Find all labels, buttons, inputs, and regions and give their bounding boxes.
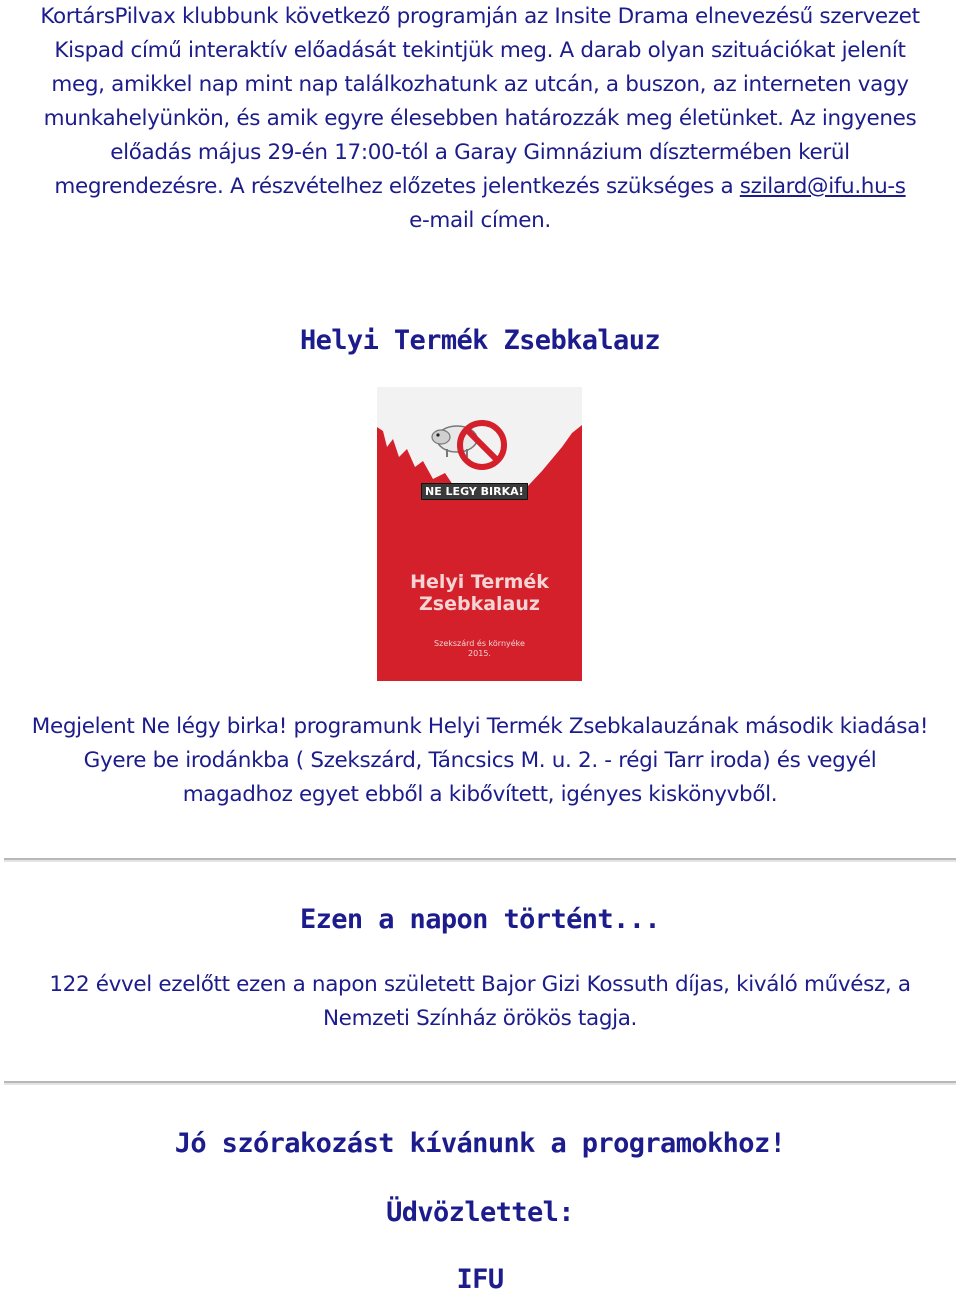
- intro-line: előadás május 29-én 17:00-tól a Garay Gimnázium dísztermében kerül: [110, 140, 850, 165]
- booklet-title: [377, 571, 582, 615]
- intro-paragraph: [0, 0, 960, 238]
- intro-line: munkahelyünkön, és amik egyre élesebben határozzák meg életünket. Az ingyenes: [43, 106, 917, 131]
- booklet-cover-image: [377, 387, 582, 681]
- intro-line: meg, amikkel nap mint nap találkozhatunk az utcán, a buszon, az interneten vagy: [51, 72, 909, 97]
- intro-line-with-email: [0, 170, 960, 204]
- booklet-title-line: Zsebkalauz: [419, 593, 540, 615]
- ezen-a-napon-line: Nemzeti Színház örökös tagja.: [322, 1006, 638, 1031]
- section-title-zsebkalauz: Helyi Termék Zsebkalauz: [299, 325, 661, 356]
- crowd-illustration: [377, 387, 582, 681]
- booklet-subtitle: [377, 639, 582, 659]
- intro-line: e-mail címen.: [409, 208, 551, 233]
- zsebkalauz-line: Megjelent Ne légy birka! programunk Helyi Termék Zsebkalauzának második kiadása!: [31, 714, 929, 739]
- zsebkalauz-paragraph: [0, 710, 960, 812]
- email-link[interactable]: szilard@ifu.hu-s: [739, 174, 906, 199]
- closing-greeting: Üdvözlettel:: [386, 1197, 574, 1228]
- zsebkalauz-line: magadhoz egyet ebből a kibővített, igényes kiskönyvből.: [182, 782, 778, 807]
- intro-text: megrendezésre. A részvételhez előzetes jelentkezés szükséges a: [54, 174, 740, 199]
- ezen-a-napon-line: 122 évvel ezelőtt ezen a napon született Bajor Gizi Kossuth díjas, kiváló művész, a: [49, 972, 911, 997]
- booklet-slogan: NE LEGY BIRKA!: [421, 483, 528, 500]
- booklet-title-line: Helyi Termék: [410, 571, 549, 593]
- booklet-subtitle-line: 2015.: [468, 649, 491, 658]
- divider: [4, 858, 956, 862]
- intro-line: Kispad című interaktív előadását tekintjük meg. A darab olyan szituációkat jelenít: [54, 38, 906, 63]
- booklet-subtitle-line: Szekszárd és környéke: [434, 639, 525, 648]
- ezen-a-napon-paragraph: [0, 968, 960, 1036]
- section-title-ezen-a-napon: Ezen a napon történt...: [299, 904, 661, 935]
- divider: [4, 1081, 956, 1085]
- zsebkalauz-line: Gyere be irodánkba ( Szekszárd, Táncsics M. u. 2. - régi Tarr iroda) és vegyél: [83, 748, 877, 773]
- closing-wish: Jó szórakozást kívánunk a programokhoz!: [174, 1128, 786, 1159]
- signature: IFU: [456, 1264, 504, 1295]
- intro-line: KortársPilvax klubbunk következő programján az Insite Drama elnevezésű szervezet: [40, 4, 920, 29]
